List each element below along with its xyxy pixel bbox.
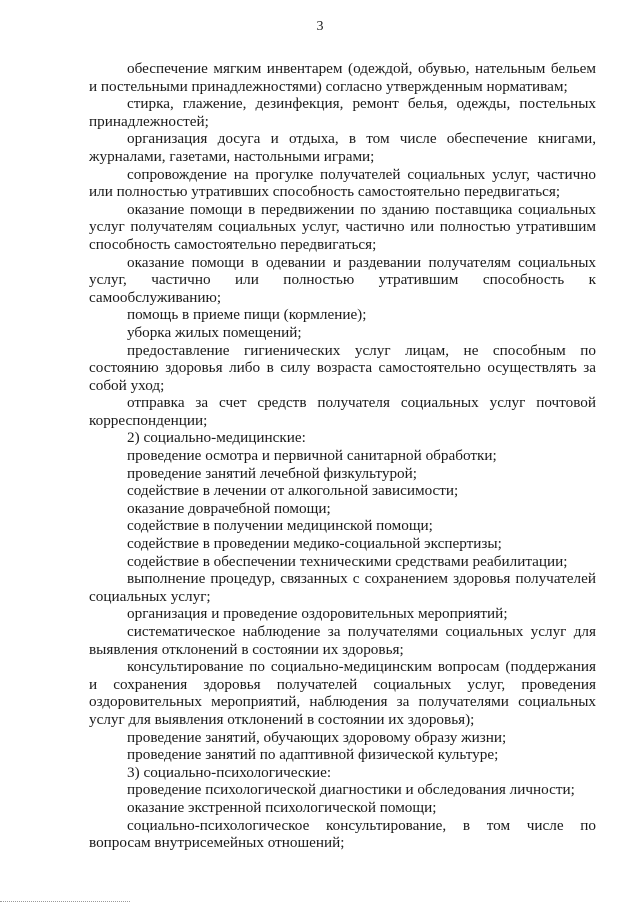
paragraph: проведение занятий по адаптивной физической культуре; (127, 746, 499, 764)
paragraph: содействие в обеспечении техническими средствами реабилитации; (127, 552, 568, 570)
paragraph: систематическое наблюдение за получателями социальных услуг для выявления отклонений в состоянии их здоровья; (89, 623, 596, 658)
paragraph: стирка, глажение, дезинфекция, ремонт белья, одежды, постельных принадлежностей; (89, 95, 596, 130)
paragraph: проведение психологической диагностики и обследования личности; (127, 781, 575, 799)
paragraph: выполнение процедур, связанных с сохранением здоровья получателей социальных услуг; (89, 570, 596, 605)
paragraph: уборка жилых помещений; (127, 323, 302, 341)
footer-rule (0, 901, 130, 902)
body-text (89, 60, 596, 852)
page-number: 3 (316, 19, 324, 34)
paragraph: оказание помощи в передвижении по зданию поставщика социальных услуг получателям социальных услуг, частично или полностью утратившим способность самостоятельно передвигаться; (89, 200, 596, 253)
paragraph: оказание экстренной психологической помощи; (127, 798, 437, 816)
paragraph: отправка за счет средств получателя социальных услуг почтовой корреспонденции; (89, 394, 596, 429)
paragraph: организация досуга и отдыха, в том числе обеспечение книгами, журналами, газетами, настольными играми; (89, 130, 596, 165)
paragraph: проведение занятий лечебной физкультурой; (127, 464, 417, 482)
paragraph: содействие в проведении медико-социальной экспертизы; (127, 535, 502, 553)
paragraph: помощь в приеме пищи (кормление); (127, 306, 367, 324)
paragraph: консультирование по социально-медицинским вопросам (поддержания и сохранения здоровья получателей социальных услуг, проведения оздоровительных мероприятий, наблюдения за получателями социальных услуг для выявления отклонений в состоянии их здоровья); (89, 658, 596, 728)
paragraph: организация и проведение оздоровительных мероприятий; (127, 605, 508, 623)
paragraph: содействие в получении медицинской помощи; (127, 517, 433, 535)
section-heading: 2) социально-медицинские: (127, 429, 306, 447)
paragraph: обеспечение мягким инвентарем (одеждой, обувью, нательным бельем и постельными принадлежностями) согласно утвержденным нормативам; (89, 60, 596, 95)
paragraph: содействие в лечении от алкогольной зависимости; (127, 482, 459, 500)
paragraph: проведение занятий, обучающих здоровому образу жизни; (127, 728, 507, 746)
paragraph: предоставление гигиенических услуг лицам, не способным по состоянию здоровья либо в силу возраста самостоятельно осуществлять за собой уход; (89, 341, 596, 394)
paragraph: оказание помощи в одевании и раздевании получателям социальных услуг, частично или полностью утратившим способность к самообслуживанию; (89, 253, 596, 306)
paragraph: социально-психологическое консультирование, в том числе по вопросам внутрисемейных отношений; (89, 816, 596, 852)
paragraph: сопровождение на прогулке получателей социальных услуг, частично или полностью утративших способность самостоятельно передвигаться; (89, 165, 596, 201)
paragraph: оказание доврачебной помощи; (127, 499, 331, 517)
section-heading: 3) социально-психологические: (127, 763, 332, 781)
paragraph: проведение осмотра и первичной санитарной обработки; (127, 447, 497, 465)
